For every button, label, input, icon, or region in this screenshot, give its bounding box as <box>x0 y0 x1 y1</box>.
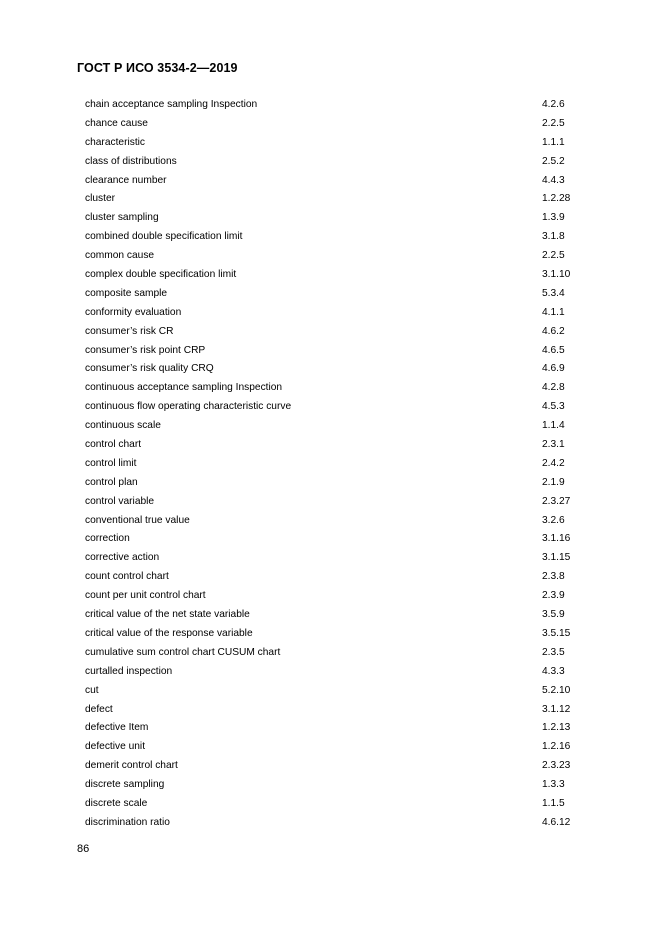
index-term: continuous acceptance sampling Inspection <box>85 382 283 394</box>
index-term: control plan <box>85 476 138 488</box>
index-term: control limit <box>85 457 137 469</box>
index-term: consumer’s risk CR <box>85 325 174 337</box>
index-ref: 1.1.1 <box>542 136 565 148</box>
index-entry <box>85 607 585 626</box>
index-entry <box>85 399 585 418</box>
index-term: consumer’s risk quality CRQ <box>85 363 214 375</box>
index-entry <box>85 173 585 192</box>
index-term: class of distributions <box>85 155 177 167</box>
index-term: chance cause <box>85 117 148 129</box>
index-entry <box>85 305 585 324</box>
index-ref: 3.1.10 <box>542 269 571 281</box>
index-ref: 2.3.1 <box>542 439 565 451</box>
index-term: critical value of the response variable <box>85 627 253 639</box>
index-ref: 1.1.4 <box>542 420 565 432</box>
index-ref: 3.1.15 <box>542 552 571 564</box>
index-entry <box>85 664 585 683</box>
index-entry <box>85 210 585 229</box>
index-term: correction <box>85 533 130 545</box>
index-term: conformity evaluation <box>85 306 182 318</box>
index-entry <box>85 550 585 569</box>
index-entry <box>85 815 585 834</box>
index-ref: 4.1.1 <box>542 306 565 318</box>
term-index <box>85 97 585 834</box>
index-entry <box>85 361 585 380</box>
index-entry <box>85 229 585 248</box>
index-ref: 3.1.12 <box>542 703 571 715</box>
index-term: cluster <box>85 193 116 205</box>
index-entry <box>85 702 585 721</box>
index-ref: 3.1.8 <box>542 231 565 243</box>
index-entry <box>85 286 585 305</box>
index-ref: 4.3.3 <box>542 665 565 677</box>
index-term: continuous flow operating characteristic curve <box>85 401 292 413</box>
index-term: chain acceptance sampling Inspection <box>85 99 258 110</box>
index-term: common cause <box>85 250 155 262</box>
index-ref: 5.3.4 <box>542 287 565 299</box>
index-ref: 2.2.5 <box>542 117 565 129</box>
index-entry <box>85 248 585 267</box>
index-term: consumer’s risk point CRP <box>85 344 206 356</box>
index-ref: 4.2.8 <box>542 382 565 394</box>
index-ref: 2.3.23 <box>542 760 571 772</box>
index-entry <box>85 97 585 116</box>
index-entry <box>85 626 585 645</box>
index-term: control variable <box>85 495 155 507</box>
index-term: discrimination ratio <box>85 816 170 828</box>
index-entry <box>85 116 585 135</box>
index-term: discrete scale <box>85 797 148 809</box>
index-entry <box>85 758 585 777</box>
index-ref: 4.2.6 <box>542 99 565 110</box>
index-ref: 2.4.2 <box>542 457 565 469</box>
index-term: continuous scale <box>85 420 161 432</box>
index-entry <box>85 343 585 362</box>
index-entry <box>85 796 585 815</box>
index-term: complex double specification limit <box>85 269 237 281</box>
index-term: curtalled inspection <box>85 665 173 677</box>
index-entry <box>85 437 585 456</box>
index-term: demerit control chart <box>85 760 178 772</box>
index-entry <box>85 267 585 286</box>
index-ref: 3.5.9 <box>542 609 565 621</box>
index-entry <box>85 588 585 607</box>
index-entry <box>85 154 585 173</box>
index-ref: 4.4.3 <box>542 174 565 186</box>
index-entry <box>85 135 585 154</box>
index-term: defective Item <box>85 722 149 734</box>
index-ref: 3.5.15 <box>542 627 571 639</box>
index-entry <box>85 475 585 494</box>
index-entry <box>85 380 585 399</box>
index-term: defect <box>85 703 113 715</box>
index-ref: 1.3.9 <box>542 212 565 224</box>
standard-header: ГОСТ Р ИСО 3534-2—2019 <box>77 61 238 75</box>
index-ref: 1.3.3 <box>542 779 565 791</box>
index-term: control chart <box>85 439 142 451</box>
index-term: discrete sampling <box>85 779 165 791</box>
index-ref: 2.1.9 <box>542 476 565 488</box>
index-term: clearance number <box>85 174 167 186</box>
index-term: cumulative sum control chart CUSUM chart <box>85 646 281 658</box>
index-ref: 4.6.2 <box>542 325 565 337</box>
index-term: critical value of the net state variable <box>85 609 250 621</box>
index-term: composite sample <box>85 287 168 299</box>
index-term: corrective action <box>85 552 160 564</box>
index-entry <box>85 777 585 796</box>
index-ref: 1.2.28 <box>542 193 571 205</box>
index-ref: 1.2.16 <box>542 741 571 753</box>
index-term: cut <box>85 684 99 696</box>
index-ref: 4.5.3 <box>542 401 565 413</box>
index-ref: 4.6.5 <box>542 344 565 356</box>
index-entry <box>85 683 585 702</box>
index-term: conventional true value <box>85 514 190 526</box>
page-number: 86 <box>77 843 90 855</box>
index-ref: 2.5.2 <box>542 155 565 167</box>
index-entry <box>85 720 585 739</box>
index-ref: 2.3.27 <box>542 495 571 507</box>
index-entry <box>85 494 585 513</box>
index-ref: 1.2.13 <box>542 722 571 734</box>
index-entry <box>85 645 585 664</box>
index-ref: 3.2.6 <box>542 514 565 526</box>
index-ref: 1.1.5 <box>542 797 565 809</box>
index-ref: 4.6.12 <box>542 816 571 828</box>
index-entry <box>85 513 585 532</box>
index-ref: 2.3.8 <box>542 571 565 583</box>
index-term: count control chart <box>85 571 169 583</box>
index-ref: 2.2.5 <box>542 250 565 262</box>
index-entry <box>85 531 585 550</box>
index-ref: 3.1.16 <box>542 533 571 545</box>
index-entry <box>85 456 585 475</box>
index-term: defective unit <box>85 741 146 753</box>
index-entry <box>85 191 585 210</box>
index-entry <box>85 739 585 758</box>
index-entry <box>85 324 585 343</box>
index-ref: 2.3.5 <box>542 646 565 658</box>
index-term: combined double specification limit <box>85 231 243 243</box>
index-term: count per unit control chart <box>85 590 206 602</box>
index-term: cluster sampling <box>85 212 159 224</box>
index-entry <box>85 418 585 437</box>
index-entry <box>85 569 585 588</box>
index-term: characteristic <box>85 136 146 148</box>
index-ref: 2.3.9 <box>542 590 565 602</box>
index-ref: 4.6.9 <box>542 363 565 375</box>
index-ref: 5.2.10 <box>542 684 571 696</box>
